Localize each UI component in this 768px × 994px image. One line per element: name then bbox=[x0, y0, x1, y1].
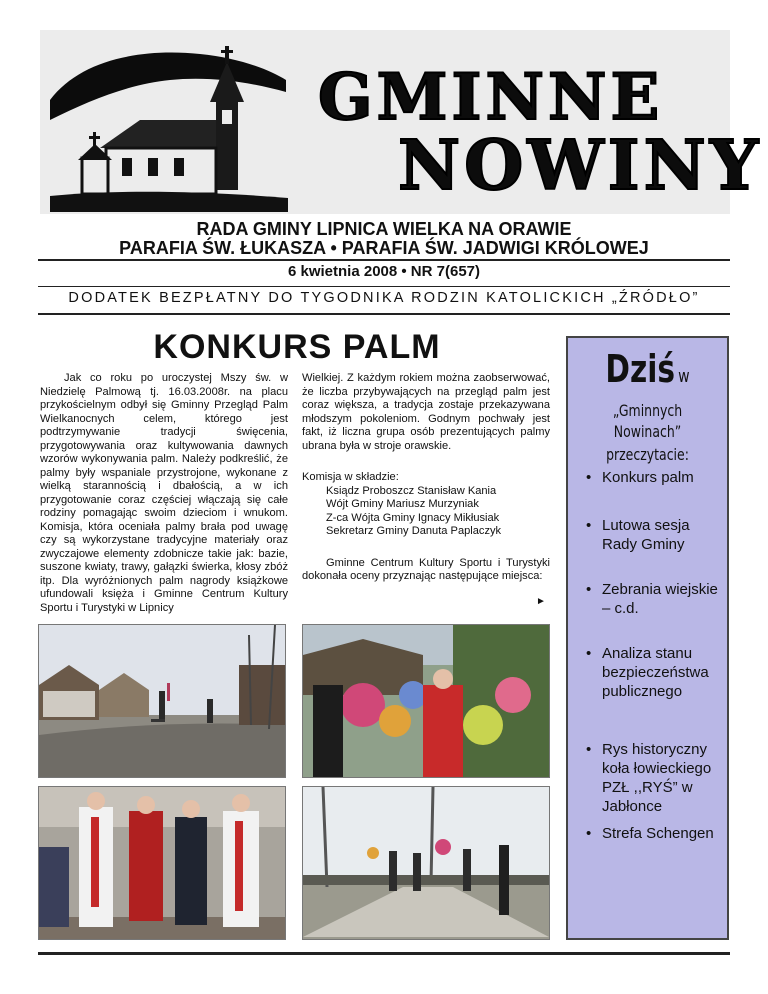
sidebar-item: • Konkurs palm bbox=[586, 468, 694, 487]
continue-arrow-icon: ► bbox=[536, 596, 546, 607]
divider bbox=[38, 952, 730, 955]
masthead bbox=[40, 30, 763, 214]
committee-member: Z-ca Wójta Gminy Ignacy Mikłusiak bbox=[326, 511, 500, 524]
photo-procession-lane bbox=[302, 786, 550, 940]
photo-procession-road bbox=[38, 624, 286, 778]
photo-priests-reading bbox=[38, 786, 286, 940]
divider bbox=[38, 259, 730, 261]
sidebar-title: Dziś w bbox=[605, 347, 690, 391]
sidebar-item: • Zebrania wiejskie – c.d. bbox=[586, 580, 722, 618]
divider bbox=[38, 313, 730, 315]
article-column-1 bbox=[40, 372, 288, 615]
sidebar-item: • Strefa Schengen bbox=[586, 824, 714, 843]
committee-list bbox=[326, 485, 550, 539]
committee-member: Sekretarz Gminy Danuta Paplaczyk bbox=[326, 525, 502, 537]
sidebar-item: • Lutowa sesja Rady Gminy bbox=[586, 516, 722, 554]
masthead-title-line2: NOWINY bbox=[398, 126, 763, 206]
divider bbox=[38, 286, 730, 287]
sidebar-heading bbox=[585, 348, 709, 465]
sidebar-subtitle: przeczytacie: bbox=[606, 445, 689, 464]
sidebar-contents-box bbox=[566, 336, 729, 940]
org-line-1: RADA GMINY LIPNICA WIELKA NA ORAWIE bbox=[196, 219, 572, 239]
supplement-line: DODATEK BEZPŁATNY DO TYGODNIKA RODZIN KATOLICKICH „ŹRÓDŁO” bbox=[68, 290, 700, 306]
article-headline: KONKURS PALM bbox=[153, 328, 441, 366]
sidebar-item: • Analiza stanu bezpieczeństwa publicznego bbox=[586, 644, 712, 701]
masthead-title-line1: GMINNE bbox=[318, 60, 664, 135]
committee-member: Ksiądz Proboszcz Stanisław Kania bbox=[326, 484, 497, 497]
photo-palms-priest bbox=[302, 624, 550, 778]
article-paragraph: Jak co roku po uroczystej Mszy św. w Niedzielę Palmową tj. 16.03.2008r. na placu przykościelnym odbył się Gminny Przegląd Palm Wielkanocnych celem, którego jest podtrzymywanie tradycji święcenia, przygotowywania oraz kultywowania dawnych wzorów wykonywania palm. Należy podkreślić, że palmy były wspaniale przystrojone, wykonane z wielką starannością i dbałością, a w ich przygotowanie coraz częściej włączają się całe rodziny pomagając swoim dzieciom i wnukom. Komisja, która oceniała palmy brała pod uwagę czy są wykorzystane tradycyjne materiały oraz zwyczajowe elementy zdobnicze takie jak: bazie, suszone kwiaty, trawy, gałązki świerka, kłosy zbóż itp. Dla wyróżnionych palm nagrody książkowe ufundowali księża i Gminne Centrum Kultury Sportu i Turystyki w Lipnicy bbox=[40, 372, 288, 614]
sidebar-subtitle: „Gminnych Nowinach” bbox=[612, 401, 683, 441]
org-line-2: PARAFIA ŚW. ŁUKASZA • PARAFIA ŚW. JADWIGI KRÓLOWEJ bbox=[119, 238, 649, 258]
article-paragraph: Gminne Centrum Kultury Sportu i Turystyki dokonała oceny przyznając następujące miejsca: bbox=[302, 556, 550, 582]
sidebar-item: • Rys historyczny koła łowieckiego PZŁ ,,RYŚ” w Jabłonce bbox=[586, 740, 722, 816]
dateline: 6 kwietnia 2008 • NR 7(657) bbox=[287, 263, 480, 280]
church-icon bbox=[50, 40, 288, 212]
committee-intro: Komisja w składzie: bbox=[302, 471, 399, 483]
article-column-2 bbox=[302, 372, 550, 584]
article-paragraph: Wielkiej. Z każdym rokiem można zaobserwować, że liczba przybywających na przegląd palm jest coraz większa, a tradycja zostaje przekazywana młodszym pokoleniom. Godnym pochwały jest fakt, iż liczna grupa osób prezentujących palmy ubrana była w stroje orawskie. bbox=[302, 372, 550, 452]
committee-member: Wójt Gminy Mariusz Murzyniak bbox=[326, 498, 479, 510]
